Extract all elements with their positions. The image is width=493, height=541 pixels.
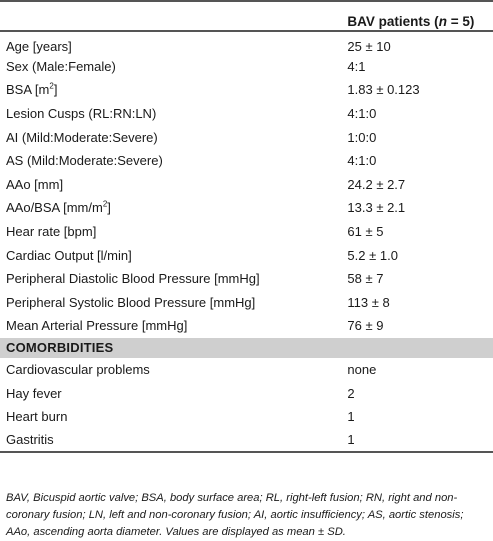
header-bav-prefix: BAV patients ( [347, 13, 439, 29]
row-parameter-text: BSA [m [6, 82, 50, 98]
row-value: 76 ± 9 [347, 318, 384, 334]
row-value: 113 ± 8 [347, 294, 390, 310]
row-value: 13.3 ± 2.1 [347, 200, 406, 216]
row-value: 1 [347, 432, 355, 448]
row-parameter: Sex (Male:Female) [6, 58, 116, 74]
table-row [0, 173, 493, 197]
row-value: 1:0:0 [347, 129, 377, 145]
row-value: 2 [347, 385, 355, 401]
row-value: 58 ± 7 [347, 271, 384, 287]
table-row [0, 31, 493, 55]
row-parameter-text-end: ] [107, 200, 111, 216]
row-parameter-superscript: 2 [102, 200, 108, 210]
row-value: 61 ± 5 [347, 224, 384, 240]
table-row [0, 220, 493, 244]
table-header-row [0, 1, 493, 31]
table-row [0, 55, 493, 79]
row-parameter: AI (Mild:Moderate:Severe) [6, 129, 158, 145]
row-parameter: Lesion Cusps (RL:RN:LN) [6, 106, 157, 122]
row-parameter-text: AAo/BSA [mm/m [6, 200, 103, 216]
table-row [0, 429, 493, 453]
row-parameter: Cardiovascular problems [6, 362, 150, 378]
row-value: 1.83 ± 0.123 [347, 82, 420, 98]
row-value: 1 [347, 409, 355, 425]
header-n-variable: n [438, 13, 447, 29]
comorbidities-section-header [0, 338, 493, 358]
table-row [0, 314, 493, 338]
row-parameter: AS (Mild:Moderate:Severe) [6, 153, 163, 169]
table-row [0, 102, 493, 126]
table-row [0, 196, 493, 220]
table-row [0, 358, 493, 382]
row-parameter: Age [years] [6, 38, 72, 54]
row-parameter [0, 78, 345, 102]
row-parameter: Peripheral Diastolic Blood Pressure [mmHg] [6, 271, 260, 287]
row-parameter: Cardiac Output [l/min] [6, 247, 132, 263]
table-row [0, 405, 493, 429]
table-row [0, 149, 493, 173]
table-row [0, 291, 493, 315]
header-bav-suffix: = 5) [446, 13, 475, 29]
row-value: 4:1 [347, 58, 366, 74]
table-row [0, 243, 493, 267]
row-parameter [0, 196, 345, 220]
row-parameter: Mean Arterial Pressure [mmHg] [6, 318, 188, 334]
row-parameter-superscript: 2 [49, 82, 54, 92]
row-value: 4:1:0 [347, 106, 377, 122]
row-parameter: Gastritis [6, 432, 54, 448]
row-value: 4:1:0 [347, 153, 377, 169]
row-parameter: Peripheral Systolic Blood Pressure [mmHg] [6, 294, 256, 310]
table-footnote: BAV, Bicuspid aortic valve; BSA, body surface area; RL, right-left fusion; RN, right and non-coronary fusion; LN, left and non-coronary fusion; AI, aortic insufficiency; AS, aortic stenosis; AAo, ascending aorta diameter. Values are displayed as mean ± SD. [6, 492, 464, 538]
row-parameter-text-end: ] [53, 82, 58, 98]
row-value: 5.2 ± 1.0 [347, 247, 398, 263]
row-parameter: Hay fever [6, 385, 62, 401]
row-parameter: Heart burn [6, 409, 68, 425]
row-parameter: Hear rate [bpm] [6, 224, 97, 240]
comorbidities-section-label: COMORBIDITIES [6, 340, 114, 356]
table-row [0, 78, 493, 102]
row-parameter: AAo [mm] [6, 176, 64, 192]
header-parameter-cell [0, 1, 345, 31]
table-row [0, 267, 493, 291]
row-value: 25 ± 10 [347, 38, 391, 54]
table-row [0, 381, 493, 405]
table-row [0, 125, 493, 149]
header-bav-patients-cell [345, 1, 493, 31]
row-value: none [347, 362, 377, 378]
row-value: 24.2 ± 2.7 [347, 176, 406, 192]
